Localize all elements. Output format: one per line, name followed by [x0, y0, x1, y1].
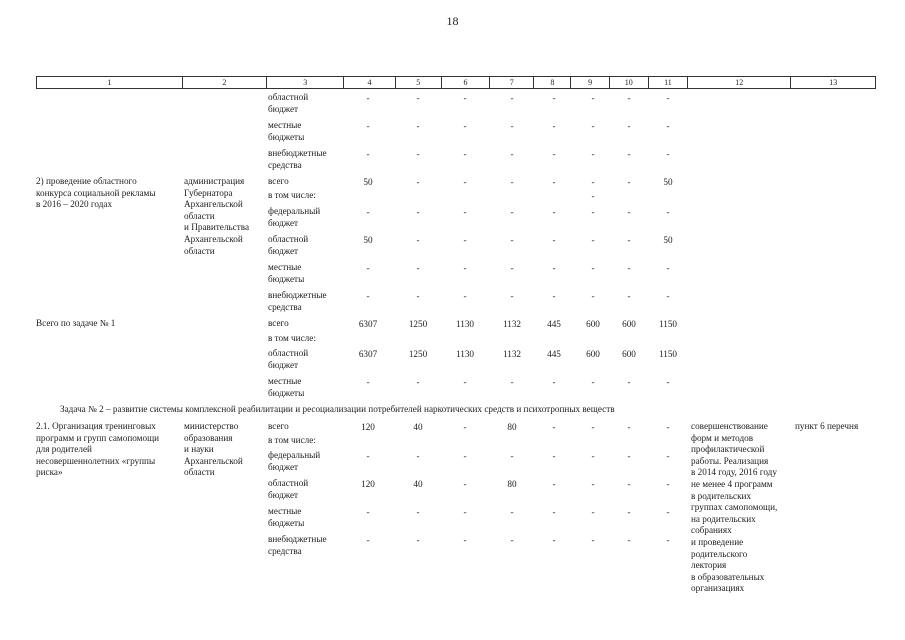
value-cell: - — [416, 263, 420, 273]
value-cell: - — [627, 263, 631, 273]
value-cell: - — [510, 207, 514, 217]
value-cell: - — [591, 451, 595, 461]
value-cell: - — [591, 191, 595, 201]
value-cell: - — [591, 93, 595, 103]
value-cell: 1130 — [455, 319, 475, 329]
value-cell: - — [666, 121, 670, 131]
value-cell: 80 — [507, 422, 517, 432]
value-cell: - — [627, 235, 631, 245]
value-cell: - — [552, 263, 556, 273]
value-cell: - — [627, 535, 631, 545]
value-cell: - — [552, 422, 556, 432]
value-cell: - — [552, 507, 556, 517]
value-cell: - — [416, 207, 420, 217]
value-cell: 50 — [363, 177, 373, 187]
value-cell: - — [510, 377, 514, 387]
value-cell: - — [510, 177, 514, 187]
value-cell: - — [366, 377, 370, 387]
value-cell: - — [416, 507, 420, 517]
value-cell: - — [591, 235, 595, 245]
value-cell: - — [463, 291, 467, 301]
value-cell: - — [552, 177, 556, 187]
item21-reference: пункт 6 перечня — [795, 421, 859, 431]
value-cell: 120 — [361, 422, 375, 432]
funding-source-label: местные бюджеты — [268, 120, 305, 142]
column-number: 9 — [571, 77, 609, 89]
value-cell: - — [666, 149, 670, 159]
value-cell: - — [463, 149, 467, 159]
item2-executor: администрация Губернатора Архангельской области и Правительства Архангельской области — [184, 176, 250, 256]
value-cell: - — [366, 507, 370, 517]
value-cell: - — [591, 291, 595, 301]
task1-total-label: Всего по задаче № 1 — [36, 318, 116, 328]
value-cell: - — [552, 291, 556, 301]
value-cell: - — [463, 93, 467, 103]
funding-source-label: областной бюджет — [268, 478, 309, 500]
value-cell: - — [552, 93, 556, 103]
value-cell: - — [666, 535, 670, 545]
value-cell: - — [552, 479, 556, 489]
value-cell: 600 — [586, 349, 600, 359]
value-cell: 40 — [413, 422, 423, 432]
value-cell: 600 — [622, 319, 636, 329]
funding-source-label: областной бюджет — [268, 234, 309, 256]
item21-result: совершенствование форм и методов профилактической работы. Реализация в 2014 году, 2016 году не менее 4 программ в родительских группах самопомощи, на родительских собраниях и проведение родительского лектория в образовательных организациях — [691, 421, 778, 594]
funding-source-label: внебюджетные средства — [268, 148, 327, 170]
value-cell: - — [510, 93, 514, 103]
value-cell: - — [510, 291, 514, 301]
value-cell: 1130 — [455, 349, 475, 359]
task2-heading: Задача № 2 – развитие системы комплексной реабилитации и ресоциализации потребителей наркотических средств и психотропных веществ — [60, 404, 615, 414]
value-cell: - — [463, 121, 467, 131]
column-number: 3 — [267, 77, 344, 89]
value-cell: - — [666, 377, 670, 387]
column-number: 8 — [534, 77, 571, 89]
value-cell: 1250 — [408, 319, 428, 329]
value-cell: - — [627, 207, 631, 217]
value-cell: - — [591, 535, 595, 545]
funding-source-label: местные бюджеты — [268, 262, 305, 284]
column-number: 11 — [648, 77, 687, 89]
value-cell: - — [416, 291, 420, 301]
value-cell: 1132 — [502, 349, 522, 359]
value-cell: - — [366, 291, 370, 301]
value-cell: - — [552, 121, 556, 131]
value-cell: - — [416, 535, 420, 545]
value-cell: - — [591, 207, 595, 217]
value-cell: - — [591, 377, 595, 387]
value-cell: - — [510, 263, 514, 273]
value-cell: - — [366, 535, 370, 545]
value-cell: - — [591, 149, 595, 159]
value-cell: 600 — [586, 319, 600, 329]
value-cell: - — [366, 121, 370, 131]
column-number: 12 — [688, 77, 791, 89]
value-cell: - — [416, 377, 420, 387]
funding-source-label: в том числе: — [268, 435, 316, 445]
page-number: 18 — [446, 14, 459, 28]
value-cell: - — [552, 535, 556, 545]
column-number: 6 — [441, 77, 489, 89]
funding-source-label: всего — [268, 421, 289, 431]
value-cell: - — [591, 177, 595, 187]
funding-source-label: всего — [268, 318, 289, 328]
value-cell: - — [627, 422, 631, 432]
column-number-header — [36, 76, 876, 89]
value-cell: 1250 — [408, 349, 428, 359]
value-cell: - — [366, 451, 370, 461]
column-number: 4 — [344, 77, 395, 89]
value-cell: 600 — [622, 349, 636, 359]
value-cell: - — [666, 507, 670, 517]
value-cell: - — [463, 535, 467, 545]
value-cell: - — [463, 263, 467, 273]
value-cell: - — [510, 507, 514, 517]
value-cell: - — [366, 263, 370, 273]
value-cell: - — [510, 535, 514, 545]
value-cell: 1132 — [502, 319, 522, 329]
value-cell: - — [627, 93, 631, 103]
value-cell: 1150 — [658, 349, 678, 359]
value-cell: - — [666, 291, 670, 301]
value-cell: - — [627, 451, 631, 461]
value-cell: - — [463, 235, 467, 245]
funding-source-label: в том числе: — [268, 333, 316, 343]
column-number: 5 — [395, 77, 441, 89]
funding-source-label: федеральный бюджет — [268, 450, 321, 472]
value-cell: - — [510, 235, 514, 245]
funding-source-label: областной бюджет — [268, 92, 309, 114]
funding-source-label: федеральный бюджет — [268, 206, 321, 228]
value-cell: - — [666, 479, 670, 489]
value-cell: - — [627, 377, 631, 387]
value-cell: - — [463, 177, 467, 187]
funding-source-label: внебюджетные средства — [268, 290, 327, 312]
value-cell: - — [416, 93, 420, 103]
funding-source-label: местные бюджеты — [268, 376, 305, 398]
column-number: 2 — [182, 77, 266, 89]
item2-title: 2) проведение областного конкурса социальной рекламы в 2016 – 2020 годах — [36, 176, 156, 210]
value-cell: - — [627, 149, 631, 159]
value-cell: - — [416, 177, 420, 187]
value-cell: 6307 — [358, 349, 378, 359]
value-cell: 50 — [363, 235, 373, 245]
value-cell: - — [366, 149, 370, 159]
value-cell: - — [510, 451, 514, 461]
value-cell: - — [510, 121, 514, 131]
value-cell: 80 — [507, 479, 517, 489]
value-cell: - — [627, 507, 631, 517]
value-cell: - — [666, 451, 670, 461]
value-cell: - — [510, 149, 514, 159]
value-cell: - — [591, 263, 595, 273]
value-cell: - — [463, 207, 467, 217]
column-number: 10 — [609, 77, 648, 89]
value-cell: - — [463, 422, 467, 432]
value-cell: - — [591, 121, 595, 131]
value-cell: - — [416, 149, 420, 159]
value-cell: - — [552, 207, 556, 217]
value-cell: 40 — [413, 479, 423, 489]
value-cell: - — [552, 149, 556, 159]
value-cell: 50 — [663, 235, 673, 245]
value-cell: 445 — [547, 349, 561, 359]
value-cell: - — [591, 507, 595, 517]
funding-source-label: в том числе: — [268, 190, 316, 200]
value-cell: - — [552, 451, 556, 461]
value-cell: - — [463, 507, 467, 517]
value-cell: 1150 — [658, 319, 678, 329]
funding-source-label: внебюджетные средства — [268, 534, 327, 556]
value-cell: - — [627, 479, 631, 489]
item21-title: 2.1. Организация тренинговых программ и групп самопомощи для родителей несовершеннолетних «группы риска» — [36, 421, 160, 478]
value-cell: - — [463, 451, 467, 461]
value-cell: - — [463, 479, 467, 489]
funding-source-label: областной бюджет — [268, 348, 309, 370]
column-number: 7 — [490, 77, 534, 89]
column-number: 13 — [791, 77, 876, 89]
value-cell: - — [552, 235, 556, 245]
value-cell: - — [666, 422, 670, 432]
value-cell: - — [627, 177, 631, 187]
value-cell: - — [366, 207, 370, 217]
value-cell: - — [416, 235, 420, 245]
value-cell: 6307 — [358, 319, 378, 329]
value-cell: 445 — [547, 319, 561, 329]
value-cell: 50 — [663, 177, 673, 187]
value-cell: - — [627, 291, 631, 301]
value-cell: - — [627, 121, 631, 131]
value-cell: - — [366, 93, 370, 103]
value-cell: - — [463, 377, 467, 387]
value-cell: - — [552, 377, 556, 387]
value-cell: - — [591, 422, 595, 432]
value-cell: - — [666, 93, 670, 103]
value-cell: - — [666, 263, 670, 273]
item21-executor: министерство образования и науки Архангельской области — [184, 421, 243, 478]
funding-source-label: местные бюджеты — [268, 506, 305, 528]
value-cell: 120 — [361, 479, 375, 489]
value-cell: - — [666, 207, 670, 217]
value-cell: - — [416, 121, 420, 131]
value-cell: - — [416, 451, 420, 461]
column-number: 1 — [37, 77, 183, 89]
funding-source-label: всего — [268, 176, 289, 186]
value-cell: - — [591, 479, 595, 489]
